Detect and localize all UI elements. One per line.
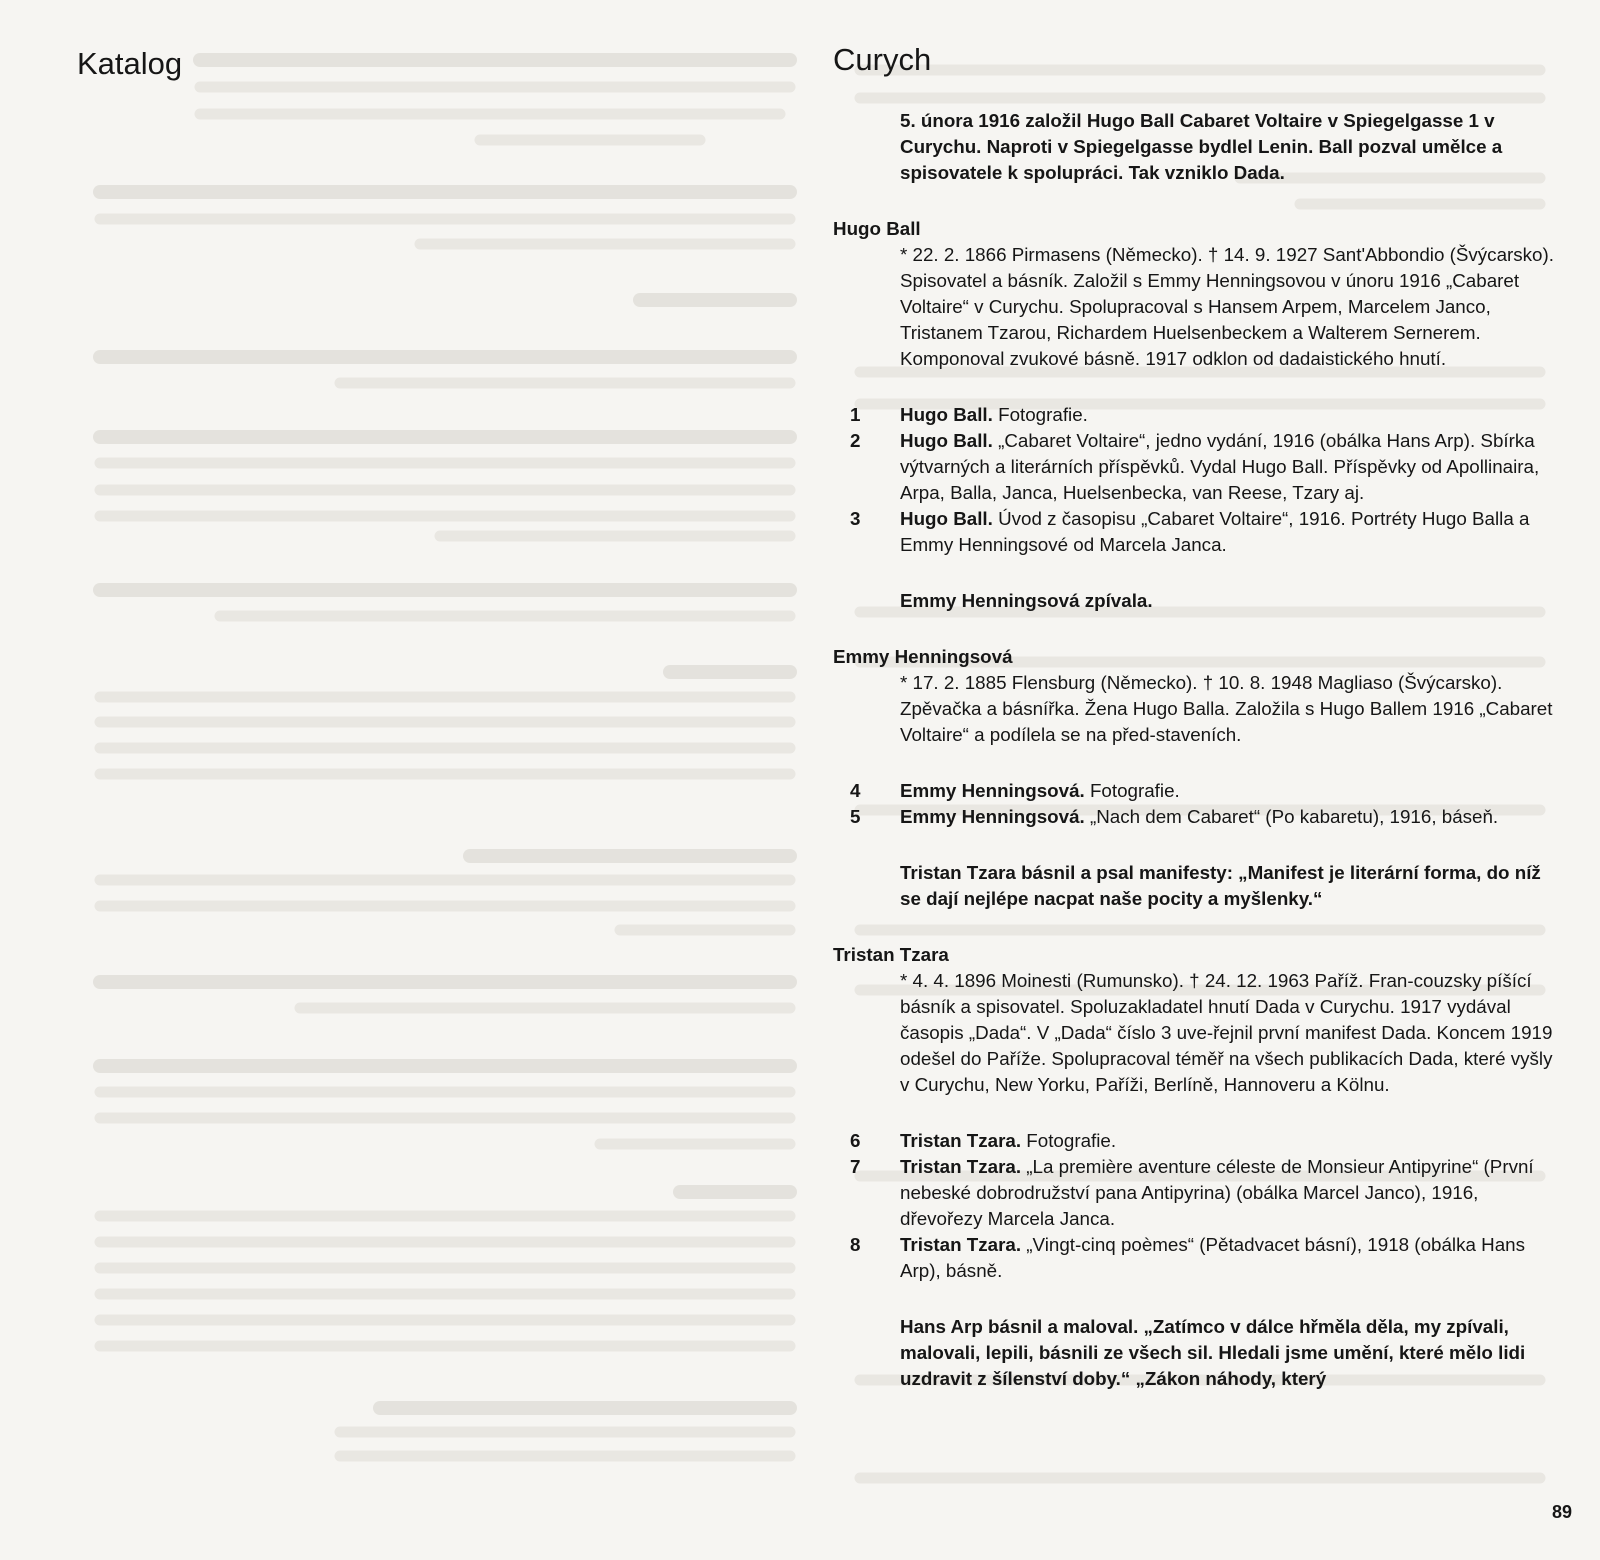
item-title: Hugo Ball. [900,508,993,529]
section-tristan-tzara [833,860,1563,1284]
item-number: 8 [850,1234,861,1255]
item-description: „Vingt-cinq poèmes“ (Pětadvacet básní), 1918 (obálka Hans Arp), básně. [900,1234,1525,1281]
item-title: Tristan Tzara. [900,1156,1022,1177]
bio-text: * 4. 4. 1896 Moinesti (Rumunsko). † 24. 12. 1963 Paříž. Fran-couzsky píšící básník a spisovatel. Spoluzakladatel hnutí Dada v Curychu. 1917 vydával časopis „Dada“. V „Dada“ číslo 3 uve-řejnil první manifest Dada. Koncem 1919 odešel do Paříže. Spolupracoval téměř na všech publikacích Dada, které vyšly v Curychu, New Yorku, Paříži, Berlíně, Hannoveru a Kölnu. [900,970,1553,1095]
item-title: Tristan Tzara. [900,1234,1022,1255]
section-intro: Emmy Henningsová zpívala. [900,590,1153,611]
bio-name: Emmy Henningsová [833,646,1013,667]
item-title: Emmy Henningsová. [900,780,1085,801]
item-number: 1 [850,404,861,425]
catalog-item [833,428,1563,506]
left-page-header: Katalog [77,46,183,81]
item-number: 3 [850,508,861,529]
catalog-item [833,402,1563,428]
catalog-item [833,1154,1563,1232]
item-description: Fotografie. [1084,780,1180,801]
item-number: 7 [850,1156,861,1177]
bio-name: Hugo Ball [833,218,921,239]
item-description: „La première aventure céleste de Monsieur Antipyrine“ (První nebeské dobrodružství pana Antipyrina) (obálka Marcel Janco), 1916, dřevořezy Marcela Janca. [900,1156,1534,1229]
catalog-item [833,1128,1563,1154]
bio-text: * 17. 2. 1885 Flensburg (Německo). † 10. 8. 1948 Magliaso (Švýcarsko). Zpěvačka a básnířka. Žena Hugo Balla. Založila s Hugo Ballem 1916 „Cabaret Voltaire“ a podílela se na před-staveních. [900,672,1553,745]
catalog-content [833,108,1563,1392]
item-description: Úvod z časopisu „Cabaret Voltaire“, 1916. Portréty Hugo Balla a Emmy Henningsové od Marcela Janca. [900,508,1530,555]
section-intro: Tristan Tzara básnil a psal manifesty: „Manifest je literární forma, do níž se dají nejlépe nacpat naše pocity a myšlenky.“ [900,862,1541,909]
item-description: Fotografie. [1021,1130,1117,1151]
item-number: 5 [850,806,861,827]
item-description: „Cabaret Voltaire“, jedno vydání, 1916 (obálka Hans Arp). Sbírka výtvarných a literárních příspěvků. Vydal Hugo Ball. Příspěvky od Apollinaira, Arpa, Balla, Janca, Huelsenbecka, van Reese, Tzary aj. [900,430,1540,503]
catalog-item [833,1232,1563,1284]
bio-block [833,942,1563,1098]
item-description: „Nach dem Cabaret“ (Po kabaretu), 1916, báseň. [1084,806,1499,827]
bio-block [833,644,1563,748]
bio-block [833,216,1563,372]
section-emmy-henningsova [833,588,1563,830]
item-list [833,402,1563,558]
closing-intro: Hans Arp básnil a maloval. „Zatímco v dálce hřměla děla, my zpívali, malovali, lepili, básnili ze všech sil. Hledali jsme umění, které mělo lidi uzdravit z šílenství doby.“ „Zákon náhody, který [900,1316,1526,1389]
section-hugo-ball [833,108,1563,558]
item-title: Hugo Ball. [900,430,993,451]
item-list [833,778,1563,830]
item-number: 4 [850,780,861,801]
item-title: Tristan Tzara. [900,1130,1022,1151]
catalog-item [833,506,1563,558]
bio-text: * 22. 2. 1866 Pirmasens (Německo). † 14. 9. 1927 Sant'Abbondio (Švýcarsko). Spisovatel a básník. Založil s Emmy Henningsovou v únoru 1916 „Cabaret Voltaire“ v Curychu. Spolupracoval s Hansem Arpem, Marcelem Janco, Tristanem Tzarou, Richardem Huelsenbeckem a Walterem Sernerem. Komponoval zvukové básně. 1917 odklon od dadaistického hnutí. [900,244,1554,369]
item-description: Fotografie. [992,404,1088,425]
catalog-item [833,804,1563,830]
left-bleed [100,60,790,1456]
section-intro: 5. února 1916 založil Hugo Ball Cabaret Voltaire v Spiegelgasse 1 v Curychu. Naproti v Spiegelgasse bydlel Lenin. Ball pozval umělce a spisovatele k spolupráci. Tak vzniklo Dada. [900,110,1503,183]
item-number: 2 [850,430,861,451]
catalog-item [833,778,1563,804]
page-number: 89 [1551,1502,1572,1522]
bio-name: Tristan Tzara [833,944,949,965]
item-title: Emmy Henningsová. [900,806,1085,827]
item-title: Hugo Ball. [900,404,993,425]
item-number: 6 [850,1130,861,1151]
right-page-header: Curych [833,42,932,77]
item-list [833,1128,1563,1284]
